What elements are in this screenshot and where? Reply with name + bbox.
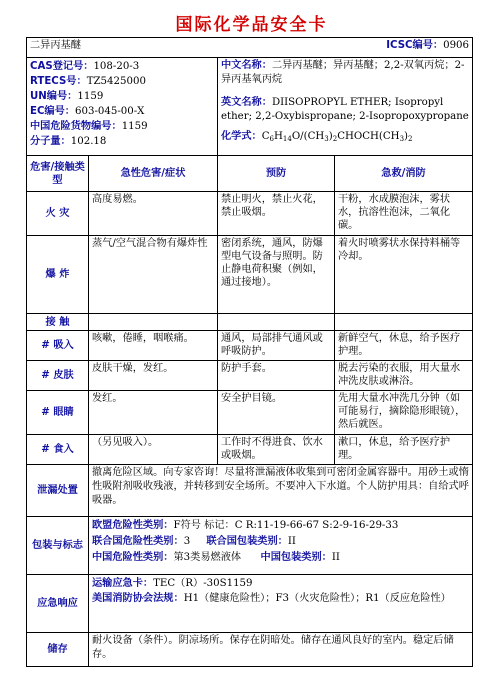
spill-text: 撤离危险区域。向专家咨询！尽量将泄漏液体收集到可密闭金属容器中。用砂土或惰性吸附剂吸收残液，并转移到安全场所。不要冲入下水道。个人防护用具：自给式呼吸器。 — [89, 465, 473, 517]
china-dg-number: 中国危险货物编号：1159 — [30, 121, 148, 132]
contact-label: 接 触 — [27, 314, 89, 331]
storage-text: 耐火设备（条件）。阴凉场所。保存在阴暗处。储存在通风良好的室内。稳定后储存。 — [89, 633, 473, 667]
inhalation-prevention: 通风，局部排气通风或呼吸防护。 — [218, 331, 335, 361]
row-explosion — [27, 236, 473, 314]
storage-label: 储存 — [27, 633, 89, 667]
explosion-firstaid: 着火时喷雾状水保持料桶等冷却。 — [335, 236, 473, 314]
ingestion-prevention: 工作时不得进食、饮水或吸烟。 — [218, 435, 335, 465]
cas-number: CAS登记号：108-20-3 — [30, 61, 140, 72]
safety-card-table — [26, 37, 473, 667]
row-ingestion — [27, 435, 473, 465]
row-storage — [27, 633, 473, 667]
skin-prevention: 防护手套。 — [218, 361, 335, 391]
row-packaging — [27, 517, 473, 575]
inhalation-label: # 吸入 — [27, 331, 89, 361]
chemical-name: 二异丙基醚 — [30, 40, 81, 51]
row-skin — [27, 361, 473, 391]
ingestion-hazard: （另见吸入）。 — [89, 435, 218, 465]
identifiers-cell — [27, 58, 218, 156]
fire-prevention: 禁止明火，禁止火花，禁止吸烟。 — [218, 192, 335, 236]
eyes-prevention: 安全护目镜。 — [218, 391, 335, 435]
spill-label: 泄漏处置 — [27, 465, 89, 517]
header-prevention: 预防 — [218, 156, 335, 192]
fire-firstaid: 干粉，水成膜泡沫，雾状水，抗溶性泡沫，二氧化碳。 — [335, 192, 473, 236]
inhalation-firstaid: 新鲜空气，休息，给予医疗护理。 — [335, 331, 473, 361]
packaging-label: 包装与标志 — [27, 517, 89, 575]
row-emergency — [27, 575, 473, 633]
packaging-cell — [89, 517, 473, 575]
emergency-cell — [89, 575, 473, 633]
row-fire — [27, 192, 473, 236]
english-name: 英文名称：DIISOPROPYL ETHER; Isopropyl ether; 2,2-Oxybispropane; 2-Isopropoxypropane — [221, 97, 469, 122]
rtecs-number: RTECS号：TZ5425000 — [30, 76, 146, 87]
china-classification: 中国危险性类别：第3类易燃液体 中国包装类别：II — [92, 552, 340, 563]
ingestion-firstaid: 漱口，休息，给予医疗护理。 — [335, 435, 473, 465]
un-classification: 联合国危险性类别：3 联合国包装类别：II — [92, 536, 296, 547]
skin-firstaid: 脱去污染的衣服，用大量水冲洗皮肤或淋浴。 — [335, 361, 473, 391]
names-cell — [218, 58, 473, 156]
header-first-aid: 急救/消防 — [335, 156, 473, 192]
card-title: 国际化学品安全卡 — [175, 15, 328, 35]
explosion-label: 爆 炸 — [27, 236, 89, 314]
eyes-label: # 眼睛 — [27, 391, 89, 435]
eyes-firstaid: 先用大量水冲洗几分钟（如可能易行，摘除隐形眼镜），然后就医。 — [335, 391, 473, 435]
name-row — [27, 38, 473, 58]
skin-hazard: 皮肤干燥，发红。 — [89, 361, 218, 391]
fire-label: 火 灾 — [27, 192, 89, 236]
skin-label: # 皮肤 — [27, 361, 89, 391]
explosion-prevention: 密闭系统，通风，防爆型电气设备与照明。防止静电荷积聚（例如，通过接地）。 — [218, 236, 335, 314]
header-hazard-type: 危害/接触类型 — [27, 156, 89, 192]
row-spill — [27, 465, 473, 517]
eu-classification: 欧盟危险性类别：F符号 标记：C R:11-19-66-67 S:2-9-16-29-33 — [92, 520, 399, 531]
ec-number: EC编号：603-045-00-X — [30, 106, 145, 117]
explosion-hazard: 蒸气/空气混合物有爆炸性 — [89, 236, 218, 314]
header-acute-hazard: 急性危害/症状 — [89, 156, 218, 192]
un-number: UN编号：1159 — [30, 91, 104, 102]
emergency-label: 应急响应 — [27, 575, 89, 633]
fire-hazard: 高度易燃。 — [89, 192, 218, 236]
row-inhalation — [27, 331, 473, 361]
row-contact — [27, 314, 473, 331]
nfpa-code: 美国消防协会法规：H1（健康危险性）；F3（火灾危险性）；R1（反应危险性） — [92, 593, 451, 604]
chinese-name: 中文名称：二异丙基醚；异丙基醚；2,2-双氧丙烷；2-异丙基氧丙烷 — [221, 60, 465, 85]
inhalation-hazard: 咳嗽，倦睡，咽喉痛。 — [89, 331, 218, 361]
eyes-hazard: 发红。 — [89, 391, 218, 435]
icsc-number: ICSC编号：0906 — [386, 40, 470, 51]
molecular-weight: 分子量：102.18 — [30, 136, 107, 147]
transport-card: 运输应急卡：TEC（R）-30S1159 — [92, 578, 253, 589]
ingestion-label: # 食入 — [27, 435, 89, 465]
chemical-formula: 化学式：$C_6H_{14}O/(CH_3)_2CHOCH(CH_3)_2$ — [221, 131, 413, 143]
row-eyes — [27, 391, 473, 435]
